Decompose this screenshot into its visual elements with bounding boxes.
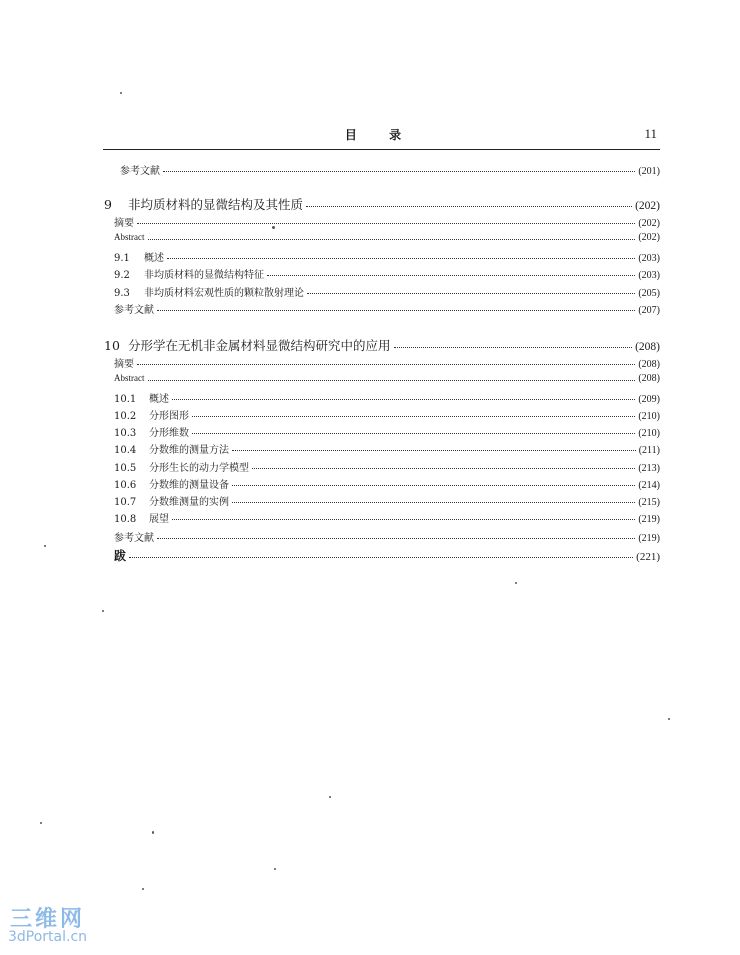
dot-leader xyxy=(192,416,635,417)
toc-page-ref: (215) xyxy=(638,497,660,508)
running-header xyxy=(103,126,657,144)
dot-leader xyxy=(232,485,635,486)
section-number: 9.3 xyxy=(114,288,130,299)
watermark-text-en: 3dPortal.cn xyxy=(8,929,88,945)
toc-epilogue xyxy=(114,547,660,564)
toc-entry-10-6 xyxy=(114,476,660,491)
toc-entry-title: 参考文献 xyxy=(114,305,154,316)
toc-entry-title: 分形图形 xyxy=(149,411,189,422)
scan-speck xyxy=(44,545,46,547)
toc-page-ref: (211) xyxy=(638,445,660,456)
section-number: 10.1 xyxy=(114,394,137,405)
dot-leader xyxy=(172,519,635,520)
toc-entry-abstract-cn xyxy=(114,355,660,370)
section-number: 9.1 xyxy=(114,253,130,264)
toc-page-ref: (202) xyxy=(638,232,660,243)
scan-speck xyxy=(142,888,144,890)
scan-speck xyxy=(668,718,670,720)
toc-page-ref: (214) xyxy=(638,480,660,491)
toc-page-ref: (203) xyxy=(638,253,660,264)
section-number: 10.5 xyxy=(114,463,137,474)
toc-entry-references-ch10 xyxy=(114,529,660,544)
section-number: 10.8 xyxy=(114,514,137,525)
toc-entry-title: 分形生长的动力学模型 xyxy=(149,463,249,474)
toc-page-ref: (208) xyxy=(635,341,660,353)
chapter-title: 非均质材料的显微结构及其性质 xyxy=(128,197,304,212)
dot-leader xyxy=(172,399,635,400)
toc-page-ref: (207) xyxy=(638,305,660,316)
toc-entry-title: 跋 xyxy=(114,549,127,563)
toc-entry-10-3 xyxy=(114,424,660,439)
toc-entry-title: 摘要 xyxy=(114,359,134,370)
dot-leader xyxy=(167,258,635,259)
dot-leader xyxy=(148,239,636,240)
dot-leader xyxy=(192,433,635,434)
dot-leader xyxy=(306,206,632,207)
page-number: 11 xyxy=(644,126,657,141)
chapter-number: 9 xyxy=(104,197,112,212)
toc-entry-title: 摘要 xyxy=(114,218,134,229)
dot-leader xyxy=(307,293,635,294)
toc-entry-references-ch8 xyxy=(114,162,660,177)
toc-entry-abstract-en xyxy=(114,232,660,243)
scan-speck xyxy=(102,610,104,612)
toc-page-ref: (203) xyxy=(638,270,660,281)
toc-page-ref: (201) xyxy=(638,166,660,177)
toc-entry-title: 分数维的测量方法 xyxy=(149,445,229,456)
scan-speck xyxy=(152,831,154,834)
toc-page-ref: (205) xyxy=(638,288,660,299)
toc-page-ref: (221) xyxy=(636,551,660,563)
toc-page-ref: (209) xyxy=(638,394,660,405)
toc-chapter-9 xyxy=(104,195,660,213)
dot-leader xyxy=(267,275,635,276)
toc-entry-title: 概述 xyxy=(144,253,164,264)
scan-speck xyxy=(120,92,122,94)
toc-page-ref: (202) xyxy=(635,200,660,212)
chapter-number: 10 xyxy=(104,338,120,353)
toc-entry-9-1 xyxy=(114,249,660,264)
running-title: 目 录 xyxy=(344,128,416,142)
dot-leader xyxy=(137,364,635,365)
toc-entry-10-5 xyxy=(114,459,660,474)
toc-entry-10-4 xyxy=(114,441,660,456)
toc-entry-9-3 xyxy=(114,284,660,299)
toc-page-ref: (213) xyxy=(638,463,660,474)
toc-entry-title: 展望 xyxy=(149,514,169,525)
toc-entry-title: 参考文献 xyxy=(114,533,154,544)
toc-entry-10-1 xyxy=(114,390,660,405)
toc-entry-title: 分形维数 xyxy=(149,428,189,439)
dot-leader xyxy=(394,347,633,348)
toc-page-ref: (208) xyxy=(638,373,660,384)
toc-page-ref: (210) xyxy=(638,411,660,422)
toc-chapter-10 xyxy=(104,336,660,354)
section-number: 10.2 xyxy=(114,411,137,422)
chapter-title: 分形学在无机非金属材料显微结构研究中的应用 xyxy=(128,338,391,353)
dot-leader xyxy=(232,450,636,451)
toc-entry-10-2 xyxy=(114,407,660,422)
toc-page-ref: (210) xyxy=(638,428,660,439)
scan-speck xyxy=(272,226,275,229)
dot-leader xyxy=(129,557,633,558)
toc-entry-title: Abstract xyxy=(114,232,145,242)
toc-entry-10-7 xyxy=(114,493,660,508)
toc-entry-title: 概述 xyxy=(149,394,169,405)
toc-entry-title: Abstract xyxy=(114,373,145,383)
watermark-logo xyxy=(6,902,106,948)
toc-page-ref: (202) xyxy=(638,218,660,229)
toc-entry-references-ch9 xyxy=(114,301,660,316)
dot-leader xyxy=(157,310,635,311)
toc-entry-title: 非均质材料的显微结构特征 xyxy=(144,270,264,281)
toc-entry-abstract-cn xyxy=(114,214,660,229)
toc-page-ref: (219) xyxy=(638,533,660,544)
dot-leader xyxy=(232,502,635,503)
toc-entry-title: 参考文献 xyxy=(120,166,160,177)
dot-leader xyxy=(148,380,636,381)
header-rule xyxy=(103,149,660,150)
section-number: 10.6 xyxy=(114,480,137,491)
toc-entry-title: 非均质材料宏观性质的颗粒散射理论 xyxy=(144,288,304,299)
dot-leader xyxy=(252,468,635,469)
dot-leader xyxy=(157,538,635,539)
section-number: 10.4 xyxy=(114,445,137,456)
section-number: 9.2 xyxy=(114,270,130,281)
dot-leader xyxy=(163,171,635,172)
scan-speck xyxy=(40,822,42,824)
toc-page-ref: (208) xyxy=(638,359,660,370)
toc-entry-abstract-en xyxy=(114,373,660,384)
dot-leader xyxy=(137,223,635,224)
section-number: 10.3 xyxy=(114,428,137,439)
toc-entry-9-2 xyxy=(114,266,660,281)
toc-entry-title: 分数维的测量设备 xyxy=(149,480,229,491)
toc-entry-title: 分数维测量的实例 xyxy=(149,497,229,508)
section-number: 10.7 xyxy=(114,497,137,508)
scan-speck xyxy=(274,868,276,870)
scan-speck xyxy=(329,796,331,798)
watermark-text-cn: 三维网 xyxy=(10,907,86,932)
scan-speck xyxy=(515,582,517,584)
toc-page-ref: (219) xyxy=(638,514,660,525)
toc-entry-10-8 xyxy=(114,510,660,525)
